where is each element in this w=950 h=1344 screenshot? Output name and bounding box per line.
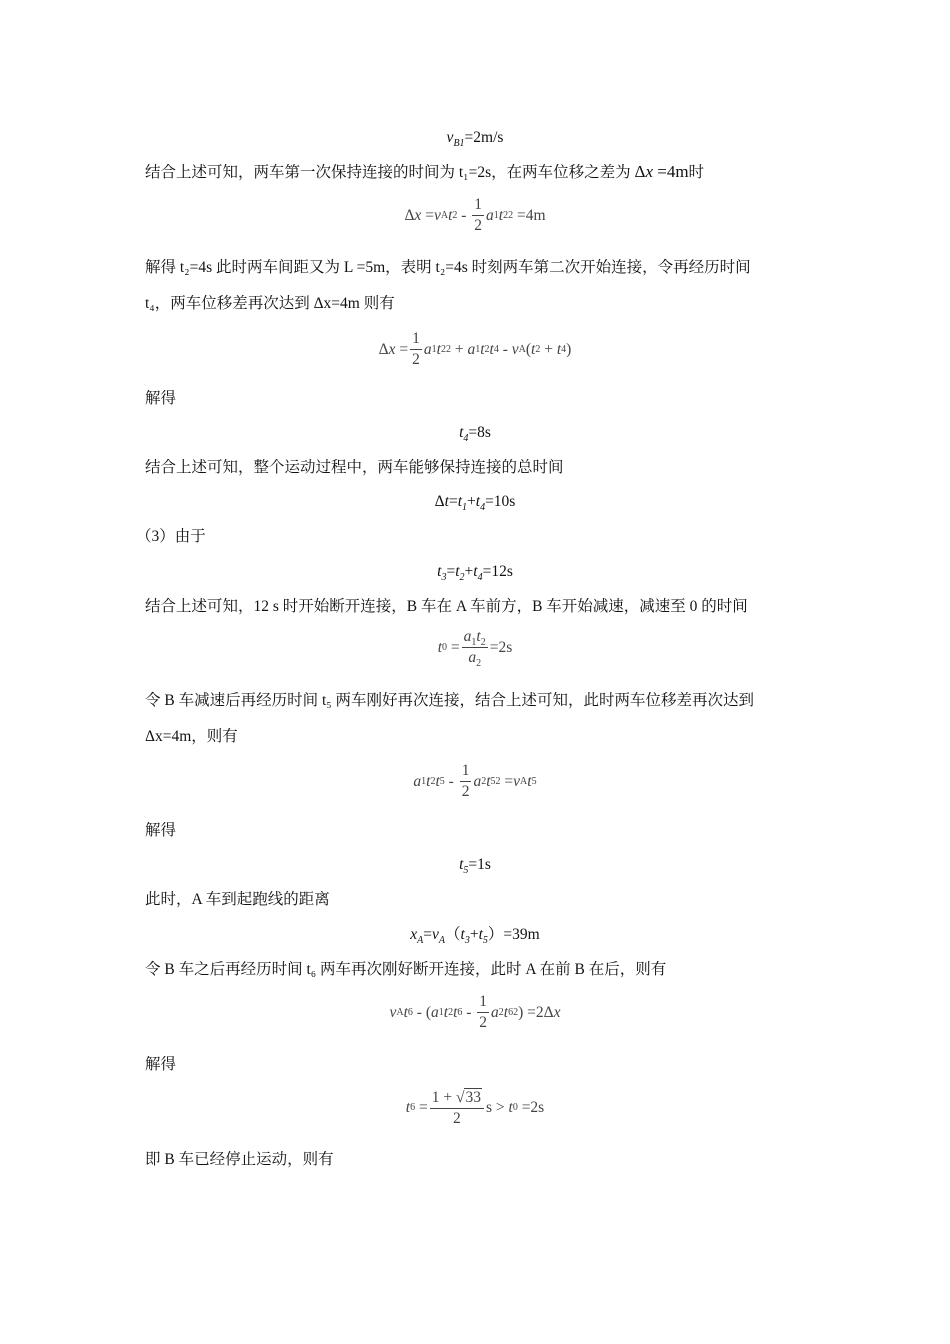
equation-t3: $t_3=t_2+t_4=12s$ bbox=[437, 563, 513, 584]
text: 解得 t₂=4s 此时两车间距又为 L =5m，表明 t₂=4s 时刻两车第二次开始连接，令再经历时间 bbox=[145, 259, 751, 276]
equation-t4: $t_4=8s$ bbox=[459, 424, 491, 445]
text: 此时，A 车到起跑线的距离 bbox=[145, 891, 330, 908]
equation-delta-x-2: Δ x = $\frac{1}{2}$ a 1 t 2 2 + a 1 t 2 t 4 - v A ( t 2 + t 4 ) bbox=[378, 330, 572, 368]
section-heading bbox=[136, 526, 206, 548]
equation-t5-condition: a 1 t 2 t 5 - $\frac{1}{2}$ a 2 t 5 2 = v A t 5 bbox=[413, 762, 537, 800]
equation-t6: t 6 = $\frac{1 + √33}{2}$ s > t 0 =2s bbox=[405, 1089, 545, 1127]
paragraph bbox=[145, 726, 238, 748]
text: （3）由于 bbox=[136, 528, 206, 545]
equation-t0: t 0 = $\frac{a_1t_2}{a_2}$ =2s bbox=[437, 628, 513, 670]
paragraph bbox=[145, 457, 564, 479]
text: 令 B 车减速后再经历时间 t₅ 两车刚好再次连接，结合上述可知，此时两车位移差再次达到 bbox=[145, 692, 755, 709]
text: 结合上述可知，12 s 时开始断开连接，B 车在 A 车前方，B 车开始减速，减速至 0 的时间 bbox=[145, 598, 748, 615]
equation-t6-condition: v A t 6 - ( a 1 t 2 t 6 - $\frac{1}{2}$ a 2 t 6 2 ) =2Δ x bbox=[389, 993, 561, 1031]
equation-t5: $t_5=1s$ bbox=[459, 856, 491, 877]
paragraph bbox=[145, 161, 704, 184]
text: t₄，两车位移差再次达到 Δx=4m 则有 bbox=[145, 295, 395, 312]
equation-delta-t: $\Delta t=t_1+t_4=10s$ bbox=[434, 493, 516, 514]
paragraph bbox=[145, 388, 176, 410]
paragraph bbox=[145, 293, 395, 315]
paragraph bbox=[145, 1149, 334, 1171]
paragraph bbox=[145, 959, 666, 981]
text: 时 bbox=[688, 164, 705, 181]
paragraph bbox=[145, 889, 330, 911]
text: 解得 bbox=[145, 1056, 177, 1073]
inline-equation: Δx =4m bbox=[634, 162, 689, 181]
text: 令 B 车之后再经历时间 t₆ 两车再次刚好断开连接，此时 A 在前 B 在后，则有 bbox=[145, 961, 667, 978]
equation-delta-x-1: Δ x = v A t 2 - $\frac{1}{2}$ a 1 t 2 2 =4m bbox=[404, 196, 546, 234]
text: 解得 bbox=[145, 822, 177, 839]
paragraph bbox=[145, 820, 176, 842]
paragraph bbox=[145, 257, 751, 279]
text: 结合上述可知，两车第一次保持连接的时间为 t₁=2s，在两车位移之差为 bbox=[145, 164, 631, 181]
equation-vb1: $v_{B1}=2m/s$ bbox=[446, 129, 504, 150]
text: 结合上述可知，整个运动过程中，两车能够保持连接的总时间 bbox=[145, 459, 564, 476]
paragraph bbox=[145, 596, 748, 618]
text: Δx=4m，则有 bbox=[145, 728, 238, 745]
text: 即 B 车已经停止运动，则有 bbox=[145, 1151, 334, 1168]
paragraph bbox=[145, 690, 754, 712]
equation-xa: $x_A=v_A(t_3+t_5)=39m$ bbox=[410, 926, 540, 947]
paragraph bbox=[145, 1054, 176, 1076]
text: 解得 bbox=[145, 390, 177, 407]
